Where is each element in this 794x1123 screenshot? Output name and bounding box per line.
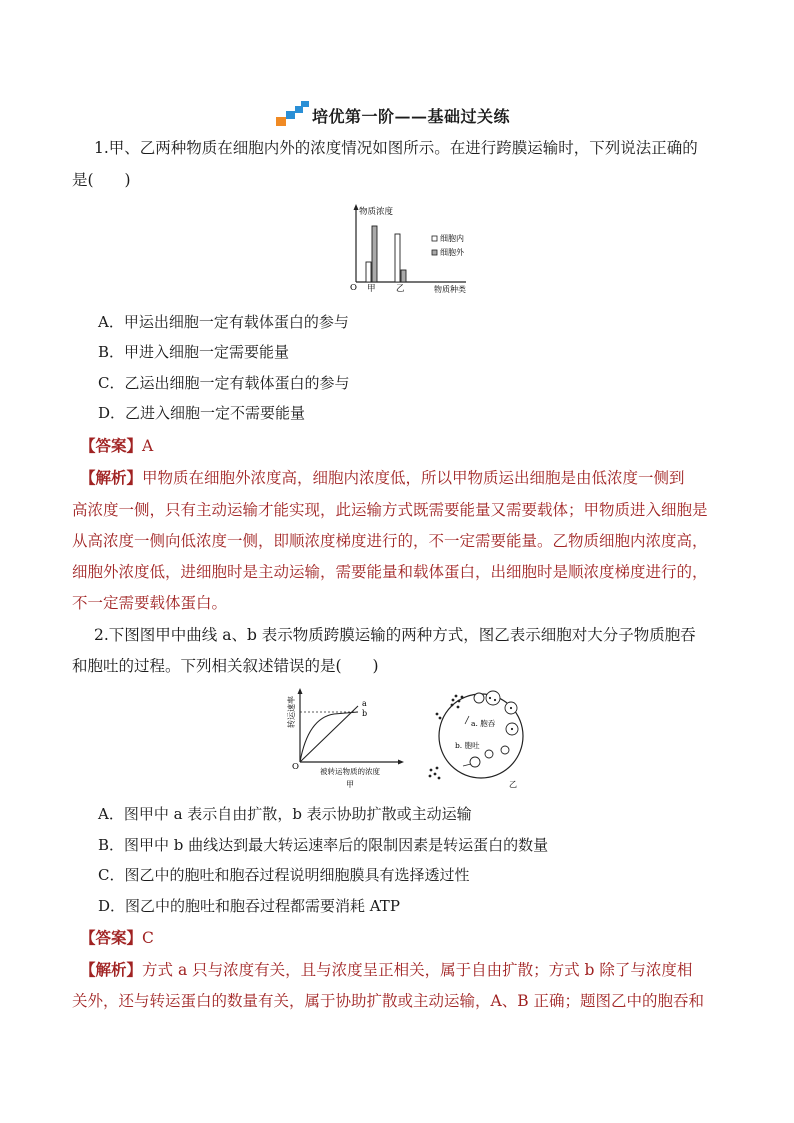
q2-curve-a-label: a bbox=[362, 699, 367, 708]
q1-bar-yi-outside bbox=[401, 270, 406, 282]
q1-analysis-line2: 高浓度一侧，只有主动运输才能实现，此运输方式既需要能量又需要载体；甲物质进入细胞是 bbox=[72, 501, 708, 519]
q2-answer-value: C bbox=[142, 929, 154, 947]
q1-category-jia: 甲 bbox=[367, 284, 376, 294]
q1-legend-swatch-inside bbox=[432, 236, 437, 241]
q1-analysis-line4: 细胞外浓度低，进细胞时是主动运输，需要能量和载体蛋白，出细胞时是顺浓度梯度进行的， bbox=[72, 563, 708, 581]
q1-answer-label: 【答案】 bbox=[80, 436, 143, 455]
q1-xlabel: 物质种类 bbox=[434, 285, 466, 294]
q1-origin: O bbox=[350, 283, 357, 293]
q2-xlabel: 被转运物质的浓度 bbox=[320, 767, 380, 776]
q1-answer-value: A bbox=[142, 437, 154, 455]
q2-caption-jia: 甲 bbox=[346, 780, 354, 789]
q2-option-d: D．图乙中的胞吐和胞吞过程都需要消耗 ATP bbox=[98, 897, 400, 915]
q1-bar-figure bbox=[340, 200, 480, 296]
q1-legend-inside: 细胞内 bbox=[440, 234, 464, 243]
q2-ylabel: 转运速率 bbox=[287, 696, 296, 728]
q2-curve-figure bbox=[286, 686, 410, 792]
q2-analysis-line2: 关外，还与转运蛋白的数量有关，属于协助扩散或主动运输，A、B 正确；题图乙中的胞吞和 bbox=[72, 992, 705, 1010]
q1-answer bbox=[80, 436, 153, 456]
q1-bar-yi-inside bbox=[395, 234, 400, 282]
q1-analysis-line1: 【解析】甲物质在细胞外浓度高，细胞内浓度低，所以甲物质运出细胞是由低浓度一侧到 bbox=[80, 468, 685, 487]
q2-origin: O bbox=[292, 762, 299, 772]
q1-bar-jia-inside bbox=[366, 262, 371, 282]
q2-option-b: B．图甲中 b 曲线达到最大转运速率后的限制因素是转运蛋白的数量 bbox=[98, 836, 549, 854]
q1-option-c: C．乙运出细胞一定有载体蛋白的参与 bbox=[98, 374, 350, 392]
q1-analysis-line3: 从高浓度一侧向低浓度一侧，即顺浓度梯度进行的，不一定需要能量。乙物质细胞内浓度高， bbox=[72, 532, 708, 550]
q1-ylabel: 物质浓度 bbox=[359, 207, 394, 217]
q2-curve-b bbox=[300, 712, 358, 762]
q1-bar-jia-outside bbox=[372, 226, 377, 282]
q2-answer bbox=[80, 928, 154, 948]
q1-option-d: D．乙进入细胞一定不需要能量 bbox=[98, 404, 306, 422]
q1-option-b: B．甲进入细胞一定需要能量 bbox=[98, 343, 290, 361]
q2-cell-figure bbox=[425, 686, 535, 792]
stairs-logo-icon bbox=[276, 101, 310, 127]
q2-option-a: A．图甲中 a 表示自由扩散，b 表示协助扩散或主动运输 bbox=[98, 805, 472, 823]
q2-stem-line2: 和胞吐的过程。下列相关叙述错误的是( ) bbox=[72, 657, 379, 675]
q1-stem-line1: 1.甲、乙两种物质在细胞内外的浓度情况如图所示。在进行跨膜运输时，下列说法正确的 bbox=[94, 139, 698, 157]
q2-caption-yi: 乙 bbox=[509, 780, 517, 789]
q1-category-yi: 乙 bbox=[396, 284, 405, 294]
q2-label-exocytosis: b. 胞吐 bbox=[455, 741, 480, 750]
q2-option-c: C．图乙中的胞吐和胞吞过程说明细胞膜具有选择透过性 bbox=[98, 866, 470, 884]
q1-legend-swatch-outside bbox=[432, 250, 437, 255]
q2-analysis-label: 【解析】 bbox=[80, 960, 143, 979]
q2-stem-line1: 2.下图图甲中曲线 a、b 表示物质跨膜运输的两种方式，图乙表示细胞对大分子物质胞吞 bbox=[94, 626, 696, 644]
page-title: 培优第一阶——基础过关练 bbox=[312, 107, 511, 126]
q2-answer-label: 【答案】 bbox=[80, 928, 143, 947]
q2-curve-b-label: b bbox=[362, 709, 368, 718]
q2-analysis-line1: 【解析】方式 a 只与浓度有关，且与浓度呈正相关，属于自由扩散；方式 b 除了与浓度相 bbox=[80, 960, 693, 979]
q2-label-endocytosis: a. 胞吞 bbox=[471, 719, 496, 728]
q1-legend-outside: 细胞外 bbox=[440, 248, 464, 257]
q1-stem-line2: 是( ) bbox=[72, 171, 131, 189]
q1-analysis-label: 【解析】 bbox=[80, 468, 143, 487]
title-row bbox=[0, 100, 794, 130]
q1-analysis-line5: 不一定需要载体蛋白。 bbox=[72, 594, 228, 612]
q1-option-a: A．甲运出细胞一定有载体蛋白的参与 bbox=[98, 313, 349, 331]
